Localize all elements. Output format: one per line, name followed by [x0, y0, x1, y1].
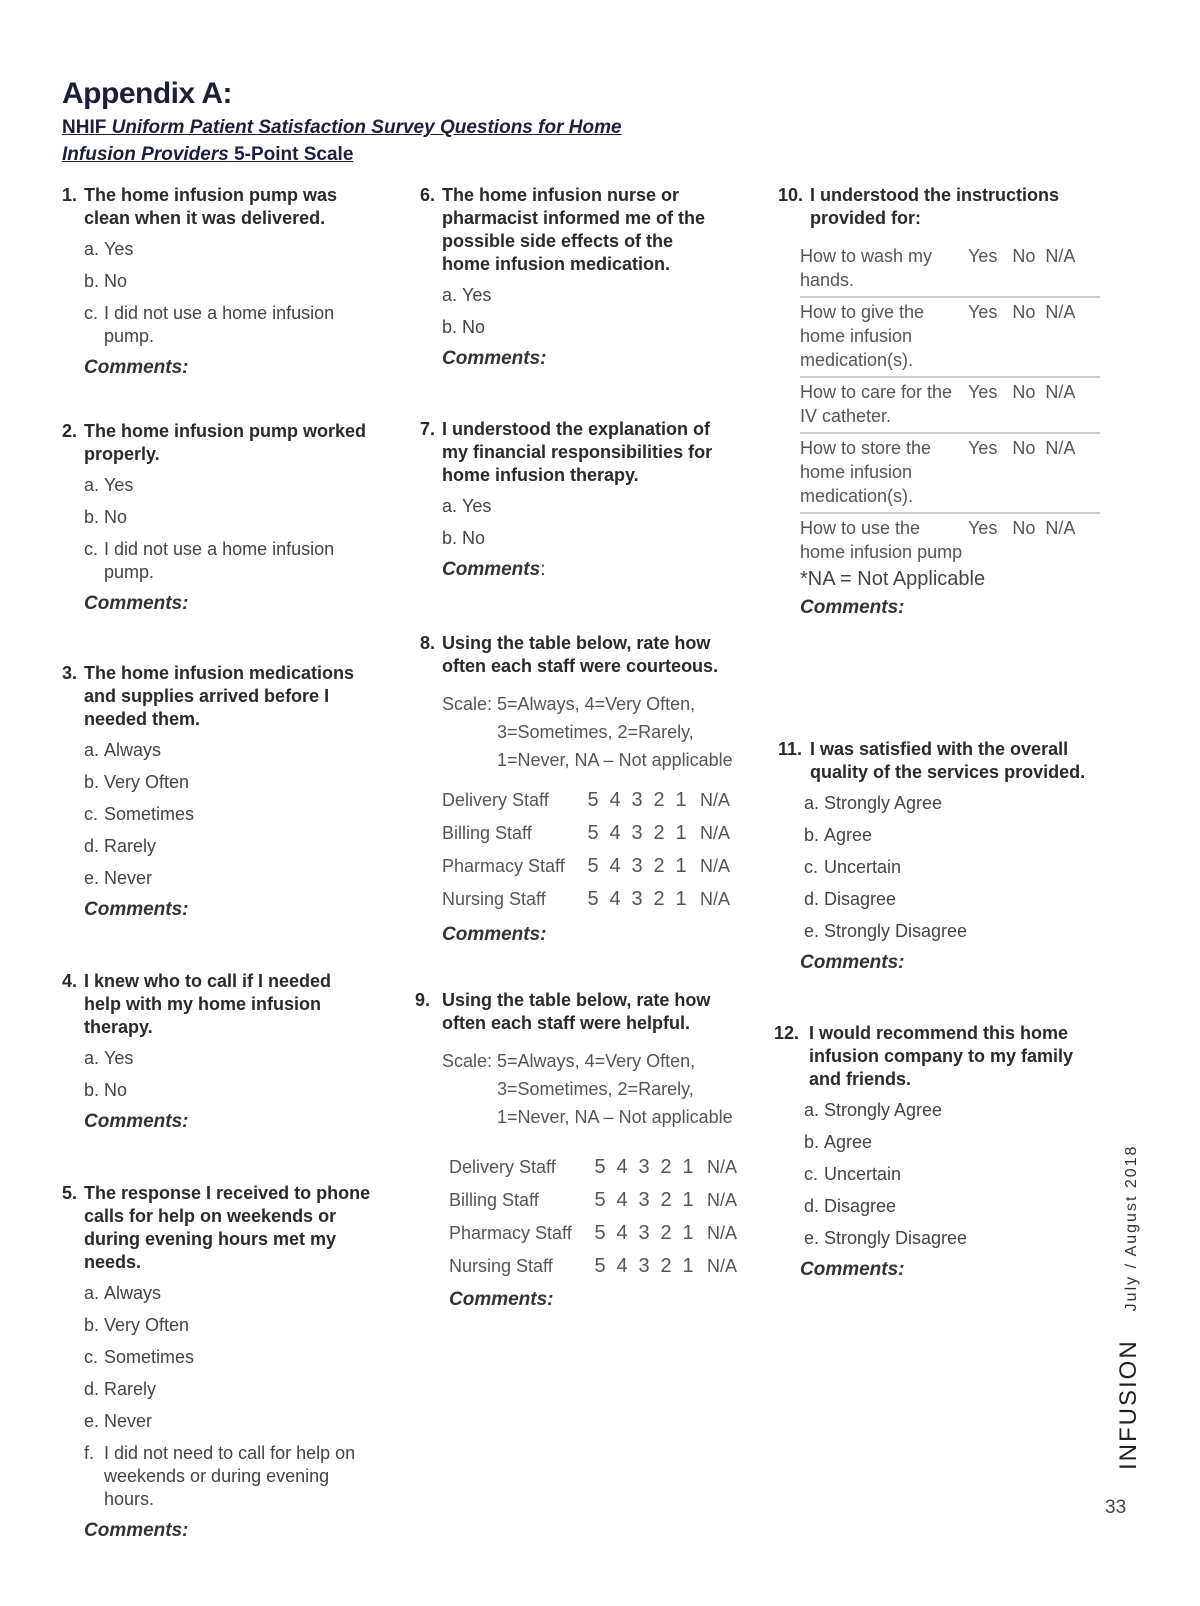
rating-1[interactable]: 1: [682, 1222, 694, 1244]
option-item: [804, 824, 1098, 847]
page-subtitle: [62, 114, 682, 168]
question-9: [415, 989, 745, 1311]
question-number: 7.: [420, 419, 436, 439]
rating-3[interactable]: 3: [631, 822, 643, 844]
rating-2[interactable]: 2: [660, 1222, 672, 1244]
option-text: Yes: [104, 475, 134, 495]
option-letter: a.: [84, 1048, 100, 1068]
option-letter: a.: [804, 793, 820, 813]
answer-na[interactable]: N/A: [1045, 518, 1076, 538]
rating-5[interactable]: 5: [594, 1156, 606, 1178]
rating-scale: [442, 1047, 745, 1131]
comments-label: Comments:: [84, 357, 189, 378]
option-item: [84, 739, 362, 762]
option-letter: d.: [804, 889, 820, 909]
instruction-task: How to give the home infusion medication(s).: [800, 297, 966, 377]
option-item: [84, 270, 362, 293]
question-text: I was satisfied with the overall quality of the services provided.: [810, 739, 1086, 782]
option-item: [84, 835, 362, 858]
rating-na[interactable]: N/A: [707, 1256, 738, 1276]
question-5: [62, 1182, 382, 1542]
answer-na[interactable]: N/A: [1045, 302, 1076, 322]
option-text: Rarely: [104, 836, 157, 856]
rating-4[interactable]: 4: [616, 1255, 628, 1277]
rating-2[interactable]: 2: [653, 888, 665, 910]
instruction-row: [800, 433, 1100, 513]
rating-1[interactable]: 1: [675, 888, 687, 910]
option-text: Very Often: [104, 1315, 190, 1335]
comments-label: Comments:: [800, 952, 905, 973]
option-item: [804, 888, 1098, 911]
instruction-task: How to care for the IV catheter.: [800, 377, 966, 433]
option-text: Disagree: [824, 889, 897, 909]
rating-3[interactable]: 3: [631, 789, 643, 811]
subtitle-italic: Uniform Patient Satisfaction Survey Questions for Home Infusion Providers: [62, 117, 622, 165]
rating-scale: [442, 690, 740, 774]
option-item: [804, 1163, 1094, 1186]
question-1: [62, 184, 362, 379]
rating-4[interactable]: 4: [609, 888, 621, 910]
option-letter: a.: [84, 475, 100, 495]
option-item: [442, 527, 730, 550]
option-item: [84, 771, 362, 794]
rating-1[interactable]: 1: [675, 822, 687, 844]
option-text: Strongly Disagree: [824, 1228, 968, 1248]
comments-label: Comments:: [84, 1520, 189, 1541]
question-text: Using the table below, rate how often each staff were courteous.: [442, 633, 719, 676]
rating-4[interactable]: 4: [616, 1156, 628, 1178]
option-item: [804, 1131, 1094, 1154]
question-4: [62, 970, 352, 1133]
scale-line: Scale: 5=Always, 4=Very Often,: [442, 1051, 696, 1071]
answer-na[interactable]: N/A: [1045, 246, 1076, 266]
option-letter: b.: [804, 1132, 820, 1152]
rating-5[interactable]: 5: [587, 855, 599, 877]
rating-3[interactable]: 3: [638, 1222, 650, 1244]
rating-na[interactable]: N/A: [707, 1190, 738, 1210]
question-6: [420, 184, 720, 370]
instruction-row: [800, 513, 1100, 568]
option-letter: d.: [804, 1196, 820, 1216]
option-text: Yes: [104, 1048, 134, 1068]
question-11: [778, 738, 1098, 974]
answer-yes[interactable]: Yes: [968, 246, 998, 266]
option-item: [804, 792, 1098, 815]
rating-na[interactable]: N/A: [700, 823, 731, 843]
staff-label: Nursing Staff: [449, 1256, 553, 1276]
option-text: Strongly Agree: [824, 793, 943, 813]
rating-5[interactable]: 5: [587, 789, 599, 811]
option-letter: a.: [84, 740, 100, 760]
instruction-answers: [966, 377, 1100, 433]
rating-row: [449, 1184, 737, 1217]
instructions-table: [800, 242, 1100, 568]
rating-2[interactable]: 2: [660, 1189, 672, 1211]
question-number: 8.: [420, 633, 436, 653]
option-item: [84, 1079, 352, 1102]
answer-yes[interactable]: Yes: [968, 302, 998, 322]
rating-3[interactable]: 3: [638, 1255, 650, 1277]
instruction-row: [800, 297, 1100, 377]
instruction-answers: [966, 513, 1100, 568]
option-text: Strongly Disagree: [824, 921, 968, 941]
staff-label: Pharmacy Staff: [449, 1223, 572, 1243]
option-letter: c.: [84, 1347, 99, 1367]
option-item: [84, 238, 362, 261]
rating-na[interactable]: N/A: [707, 1157, 738, 1177]
staff-label: Billing Staff: [449, 1190, 539, 1210]
question-text: The home infusion pump worked properly.: [84, 421, 367, 464]
option-item: [84, 302, 362, 348]
rating-5[interactable]: 5: [594, 1189, 606, 1211]
subtitle-prefix: NHIF: [62, 117, 112, 138]
option-item: [84, 1047, 352, 1070]
option-letter: a.: [442, 285, 458, 305]
rating-5[interactable]: 5: [594, 1255, 606, 1277]
question-2: [62, 420, 372, 615]
option-item: [84, 1314, 382, 1337]
option-text: I did not use a home infusion pump.: [104, 539, 335, 582]
option-letter: a.: [84, 239, 100, 259]
option-letter: e.: [84, 868, 100, 888]
question-text: I understood the instructions provided for:: [810, 185, 1060, 228]
option-letter: d.: [84, 1379, 100, 1399]
staff-label: Billing Staff: [442, 823, 532, 843]
staff-label: Delivery Staff: [442, 790, 549, 810]
scale-line: 3=Sometimes, 2=Rarely,: [497, 1079, 694, 1099]
rating-2[interactable]: 2: [653, 855, 665, 877]
instruction-answers: [966, 433, 1100, 513]
side-footer-text: [1115, 1145, 1143, 1470]
scale-line: Scale: 5=Always, 4=Very Often,: [442, 694, 696, 714]
rating-4[interactable]: 4: [616, 1189, 628, 1211]
question-8: [420, 632, 740, 946]
question-number: 2.: [62, 421, 78, 441]
option-text: Sometimes: [104, 1347, 195, 1367]
rating-5[interactable]: 5: [594, 1222, 606, 1244]
scale-line: 3=Sometimes, 2=Rarely,: [497, 722, 694, 742]
rating-3[interactable]: 3: [631, 855, 643, 877]
rating-4[interactable]: 4: [609, 789, 621, 811]
question-number: 9.: [415, 990, 431, 1010]
comments-colon: :: [540, 559, 546, 580]
side-footer: [1095, 1144, 1142, 1470]
option-letter: b.: [84, 772, 100, 792]
option-item: [84, 1442, 382, 1511]
option-letter: a.: [804, 1100, 820, 1120]
rating-4[interactable]: 4: [609, 855, 621, 877]
comments-label: Comments:: [84, 899, 189, 920]
instruction-row: [800, 377, 1100, 433]
question-number: 12.: [774, 1023, 800, 1043]
question-text: The home infusion medications and supplies arrived before I needed them.: [84, 663, 355, 729]
option-text: No: [462, 317, 486, 337]
option-item: [804, 1195, 1094, 1218]
question-text: Using the table below, rate how often each staff were helpful.: [442, 990, 711, 1033]
question-text: The response I received to phone calls for help on weekends or during evening hours met my needs.: [84, 1183, 371, 1272]
option-text: Disagree: [824, 1196, 897, 1216]
question-number: 11.: [778, 739, 803, 759]
option-text: No: [104, 1080, 128, 1100]
option-item: [804, 1227, 1094, 1250]
option-text: Yes: [462, 285, 492, 305]
question-text: I knew who to call if I needed help with my home infusion therapy.: [84, 971, 332, 1037]
rating-table: [442, 784, 730, 916]
option-item: [442, 284, 720, 307]
option-item: [84, 1378, 382, 1401]
question-text: I would recommend this home infusion company to my family and friends.: [809, 1023, 1074, 1089]
option-letter: b.: [84, 1080, 100, 1100]
option-text: Sometimes: [104, 804, 195, 824]
question-number: 10.: [778, 185, 804, 205]
option-item: [804, 1099, 1094, 1122]
instruction-row: [800, 242, 1100, 297]
comments-label: [442, 559, 730, 581]
option-text: Agree: [824, 825, 873, 845]
rating-2[interactable]: 2: [653, 822, 665, 844]
comments-label: Comments:: [442, 348, 547, 369]
option-text: Always: [104, 1283, 162, 1303]
question-3: [62, 662, 362, 921]
option-text: Very Often: [104, 772, 190, 792]
option-letter: b.: [804, 825, 820, 845]
option-letter: e.: [84, 1411, 100, 1431]
option-text: Agree: [824, 1132, 873, 1152]
option-text: Strongly Agree: [824, 1100, 943, 1120]
option-letter: a.: [442, 496, 458, 516]
page-title: Appendix A:: [62, 77, 233, 110]
question-number: 6.: [420, 185, 436, 205]
option-text: Rarely: [104, 1379, 157, 1399]
question-text: I understood the explanation of my financial responsibilities for home infusion therapy.: [442, 419, 713, 485]
rating-3[interactable]: 3: [638, 1189, 650, 1211]
rating-row: [449, 1250, 737, 1283]
question-number: 1.: [62, 185, 78, 205]
option-letter: c.: [804, 1164, 819, 1184]
rating-4[interactable]: 4: [616, 1222, 628, 1244]
comments-label: Comments:: [800, 597, 905, 618]
question-12: [774, 1022, 1094, 1281]
na-note: *NA = Not Applicable: [800, 568, 986, 590]
comments-label: Comments:: [449, 1289, 554, 1310]
option-text: No: [104, 271, 128, 291]
option-letter: b.: [84, 507, 100, 527]
option-letter: b.: [442, 528, 458, 548]
option-letter: b.: [442, 317, 458, 337]
rating-2[interactable]: 2: [653, 789, 665, 811]
option-item: [84, 538, 372, 584]
option-letter: b.: [84, 271, 100, 291]
option-text: I did not need to call for help on weekends or during evening hours.: [104, 1443, 356, 1509]
subtitle-suffix: 5-Point Scale: [228, 144, 354, 165]
rating-na[interactable]: N/A: [700, 856, 731, 876]
rating-3[interactable]: 3: [631, 888, 643, 910]
comments-label: Comments:: [84, 593, 189, 614]
option-item: [84, 506, 372, 529]
scale-line: 1=Never, NA – Not applicable: [497, 750, 733, 770]
rating-na[interactable]: N/A: [700, 889, 731, 909]
option-text: No: [462, 528, 486, 548]
rating-1[interactable]: 1: [682, 1189, 694, 1211]
rating-1[interactable]: 1: [675, 789, 687, 811]
rating-1[interactable]: 1: [675, 855, 687, 877]
option-text: Uncertain: [824, 1164, 902, 1184]
instruction-answers: [966, 242, 1100, 297]
option-item: [84, 474, 372, 497]
option-item: [84, 803, 362, 826]
option-item: [84, 1346, 382, 1369]
answer-yes[interactable]: Yes: [968, 438, 998, 458]
answer-no[interactable]: No: [1012, 518, 1036, 538]
rating-2[interactable]: 2: [660, 1255, 672, 1277]
question-7: [420, 418, 730, 581]
question-number: 4.: [62, 971, 78, 991]
option-item: [84, 1410, 382, 1433]
rating-5[interactable]: 5: [587, 822, 599, 844]
answer-no[interactable]: No: [1012, 382, 1036, 402]
staff-label: Nursing Staff: [442, 889, 546, 909]
option-letter: c.: [84, 303, 99, 323]
option-letter: f.: [84, 1443, 95, 1463]
comments-label: Comments:: [84, 1111, 189, 1132]
rating-row: [449, 1151, 737, 1184]
option-item: [442, 495, 730, 518]
brand-logo: INFUSION: [1115, 1339, 1142, 1470]
rating-na[interactable]: N/A: [700, 790, 731, 810]
rating-5[interactable]: 5: [587, 888, 599, 910]
instruction-answers: [966, 297, 1100, 377]
rating-2[interactable]: 2: [660, 1156, 672, 1178]
rating-table: [449, 1151, 737, 1283]
rating-4[interactable]: 4: [609, 822, 621, 844]
answer-yes[interactable]: Yes: [968, 518, 998, 538]
rating-row: [442, 817, 730, 850]
option-letter: c.: [84, 804, 99, 824]
answer-no[interactable]: No: [1012, 438, 1036, 458]
option-letter: e.: [804, 1228, 820, 1248]
option-item: [84, 867, 362, 890]
option-letter: c.: [804, 857, 819, 877]
rating-3[interactable]: 3: [638, 1156, 650, 1178]
option-text: Yes: [104, 239, 134, 259]
rating-row: [449, 1217, 737, 1250]
rating-row: [442, 883, 730, 916]
answer-no[interactable]: No: [1012, 302, 1036, 322]
option-letter: c.: [84, 539, 99, 559]
option-letter: e.: [804, 921, 820, 941]
comments-label: Comments:: [442, 924, 547, 945]
option-letter: d.: [84, 836, 100, 856]
option-text: Never: [104, 1411, 153, 1431]
issue-date: July / August 2018: [1123, 1144, 1140, 1312]
question-text: The home infusion pump was clean when it was delivered.: [84, 185, 338, 228]
rating-1[interactable]: 1: [682, 1156, 694, 1178]
rating-na[interactable]: N/A: [707, 1223, 738, 1243]
answer-na[interactable]: N/A: [1045, 438, 1076, 458]
option-item: [804, 856, 1098, 879]
option-item: [84, 1282, 382, 1305]
instruction-task: How to store the home infusion medication(s).: [800, 433, 966, 513]
scale-line: 1=Never, NA – Not applicable: [497, 1107, 733, 1127]
comments-word: Comments: [442, 559, 541, 580]
page-number: 33: [1105, 1497, 1127, 1518]
option-letter: b.: [84, 1315, 100, 1335]
option-text: Always: [104, 740, 162, 760]
option-text: Never: [104, 868, 153, 888]
option-text: Yes: [462, 496, 492, 516]
option-item: [442, 316, 720, 339]
option-letter: a.: [84, 1283, 100, 1303]
comments-label: Comments:: [800, 1259, 905, 1280]
rating-1[interactable]: 1: [682, 1255, 694, 1277]
staff-label: Pharmacy Staff: [442, 856, 565, 876]
instruction-task: How to wash my hands.: [800, 242, 966, 297]
question-text: The home infusion nurse or pharmacist informed me of the possible side effects of the home infusion medication.: [442, 185, 706, 274]
staff-label: Delivery Staff: [449, 1157, 556, 1177]
rating-row: [442, 784, 730, 817]
question-10: [778, 184, 1108, 619]
option-text: No: [104, 507, 128, 527]
answer-na[interactable]: N/A: [1045, 382, 1076, 402]
rating-row: [442, 850, 730, 883]
question-number: 3.: [62, 663, 78, 683]
option-item: [804, 920, 1098, 943]
option-text: I did not use a home infusion pump.: [104, 303, 335, 346]
answer-yes[interactable]: Yes: [968, 382, 998, 402]
instruction-task: How to use the home infusion pump: [800, 518, 963, 562]
answer-no[interactable]: No: [1012, 246, 1036, 266]
question-number: 5.: [62, 1183, 78, 1203]
option-text: Uncertain: [824, 857, 902, 877]
